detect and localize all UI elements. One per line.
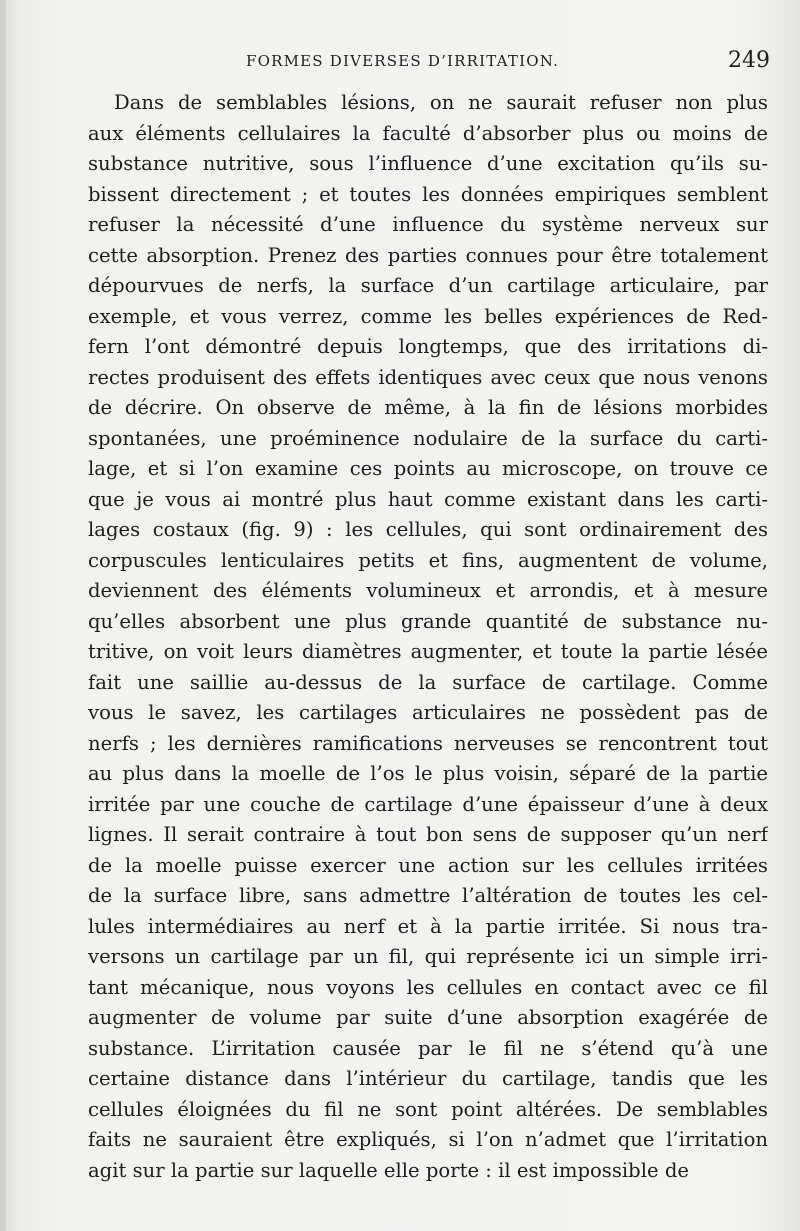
text-line: qu’elles absorbent une plus grande quantité de substance nu- xyxy=(88,609,768,633)
text-line: lules intermédiaires au nerf et à la partie irritée. Si nous tra- xyxy=(88,914,768,938)
text-line: au plus dans la moelle de l’os le plus voisin, séparé de la partie xyxy=(88,762,768,785)
text-line: substance nutritive, sous l’influence d’une excitation qu’ils su- xyxy=(88,152,768,175)
text-line: corpuscules lenticulaires petits et fins, augmentent de volume, xyxy=(88,548,768,572)
text-line: dépourvues de nerfs, la surface d’un cartilage articulaire, par xyxy=(88,274,768,297)
text-line: deviennent des éléments volumineux et arrondis, et à mesure xyxy=(88,579,768,602)
text-line: fern l’ont démontré depuis longtemps, que des irritations di- xyxy=(88,335,768,358)
text-line: bissent directement ; et toutes les données empiriques semblent xyxy=(88,182,768,206)
text-line: tritive, on voit leurs diamètres augmenter, et toute la partie lésée xyxy=(88,640,768,663)
text-line: lages costaux (fig. 9) : les cellules, qui sont ordinairement des xyxy=(88,518,768,541)
text-line: lage, et si l’on examine ces points au microscope, on trouve ce xyxy=(88,457,768,480)
text-line: Dans de semblables lésions, on ne saurait refuser non plus xyxy=(114,91,768,114)
text-line: vous le savez, les cartilages articulaires ne possèdent pas de xyxy=(88,701,768,724)
text-line: de la surface libre, sans admettre l’altération de toutes les cel- xyxy=(88,884,768,907)
text-line: substance. L’irritation causée par le fil ne s’étend qu’à une xyxy=(88,1036,768,1060)
text-line: de la moelle puisse exercer une action sur les cellules irritées xyxy=(88,853,768,877)
text-line: versons un cartilage par un fil, qui représente ici un simple irri- xyxy=(88,945,768,968)
text-line: augmenter de volume par suite d’une absorption exagérée de xyxy=(88,1006,768,1029)
page-gutter xyxy=(0,0,6,1231)
text-line: tant mécanique, nous voyons les cellules en contact avec ce fil xyxy=(88,975,768,999)
paragraph xyxy=(88,88,768,1186)
text-line: fait une saillie au-dessus de la surface de cartilage. Comme xyxy=(88,670,768,694)
text-line: exemple, et vous verrez, comme les belles expériences de Red- xyxy=(88,304,768,328)
text-line: aux éléments cellulaires la faculté d’absorber plus ou moins de xyxy=(88,121,768,145)
running-head xyxy=(90,50,770,78)
text-line: de décrire. On observe de même, à la fin de lésions morbides xyxy=(88,396,768,419)
text-line: agit sur la partie sur laquelle elle porte : il est impossible de xyxy=(88,1158,689,1182)
text-line: faits ne sauraient être expliqués, si l’on n’admet que l’irritation xyxy=(88,1128,768,1151)
text-line: irritée par une couche de cartilage d’une épaisseur d’une à deux xyxy=(88,792,768,816)
text-line: spontanées, une proéminence nodulaire de la surface du carti- xyxy=(88,426,768,450)
text-line: cellules éloignées du fil ne sont point altérées. De semblables xyxy=(88,1097,768,1121)
text-line: nerfs ; les dernières ramifications nerveuses se rencontrent tout xyxy=(88,731,768,755)
text-line: lignes. Il serait contraire à tout bon sens de supposer qu’un nerf xyxy=(88,823,768,846)
text-line: rectes produisent des effets identiques avec ceux que nous venons xyxy=(88,365,768,389)
text-line: refuser la nécessité d’une influence du système nerveux sur xyxy=(88,213,768,236)
running-title: FORMES DIVERSES D’IRRITATION. xyxy=(246,52,560,70)
text-line: cette absorption. Prenez des parties connues pour être totalement xyxy=(88,243,768,267)
page-number: 249 xyxy=(728,48,770,73)
text-line: certaine distance dans l’intérieur du cartilage, tandis que les xyxy=(88,1067,768,1090)
text-line: que je vous ai montré plus haut comme existant dans les carti- xyxy=(88,487,768,511)
